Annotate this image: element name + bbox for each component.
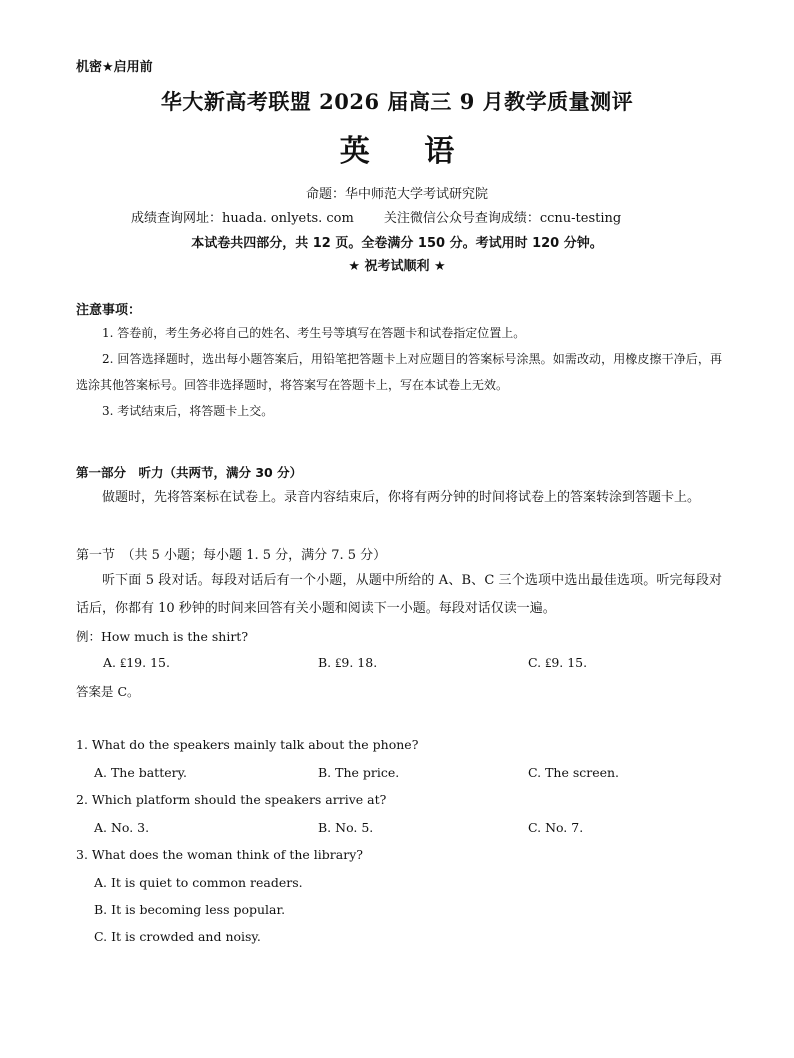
exam-title: 华大新高考联盟 2026 届高三 9 月教学质量测评 bbox=[160, 89, 634, 114]
wechat-account: 关注微信公众号查询成绩：ccnu-testing bbox=[383, 211, 622, 226]
question-1-option-c: C. The screen. bbox=[528, 765, 620, 780]
example-question: 例：How much is the shirt? bbox=[76, 629, 249, 644]
notice-item: 3. 考试结束后，将答题卡上交。 bbox=[102, 404, 274, 418]
exam-info: 本试卷共四部分，共 12 页。全卷满分 150 分。考试用时 120 分钟。 bbox=[191, 236, 603, 251]
subject-title: 英 语 bbox=[339, 134, 477, 169]
notice-item: 1. 答卷前，考生务必将自己的姓名、考生号等填写在答题卡和试卷指定位置上。 bbox=[102, 326, 526, 340]
good-luck: ★ 祝考试顺利 ★ bbox=[348, 259, 446, 274]
example-option-a: A. ₤19. 15. bbox=[103, 655, 170, 670]
part1-instruction: 做题时，先将答案标在试卷上。录音内容结束后，你将有两分钟的时间将试卷上的答案转涂到答题卡上。 bbox=[102, 490, 701, 505]
question-3-option-b: B. It is becoming less popular. bbox=[94, 902, 286, 917]
question-2-stem: 2. Which platform should the speakers arrive at? bbox=[76, 792, 387, 807]
question-3-stem: 3. What does the woman think of the library? bbox=[76, 847, 363, 862]
example-option-c: C. ₤9. 15. bbox=[528, 655, 588, 670]
section1-heading: 第一节 （共 5 小题；每小题 1. 5 分，满分 7. 5 分） bbox=[76, 548, 387, 563]
question-1-option-a: A. The battery. bbox=[94, 765, 187, 780]
score-links bbox=[131, 207, 621, 226]
question-3-option-a: A. It is quiet to common readers. bbox=[94, 875, 303, 890]
example-option-b: B. ₤9. 18. bbox=[318, 655, 378, 670]
section1-instruction: 听下面 5 段对话。每段对话后有一个小题，从题中所给的 A、B、C 三个选项中选出最佳选项。听完每段对话后，你都有 10 秒钟的时间来回答有关小题和阅读下一小题。每段对话仅读一遍。 bbox=[76, 573, 722, 616]
score-site: 成绩查询网址：huada. onlyets. com bbox=[131, 211, 354, 226]
question-2-option-c: C. No. 7. bbox=[528, 820, 584, 835]
confidential-label: 机密★启用前 bbox=[76, 60, 153, 75]
question-1-option-b: B. The price. bbox=[318, 765, 400, 780]
question-2-option-a: A. No. 3. bbox=[94, 820, 150, 835]
author-line: 命题：华中师范大学考试研究院 bbox=[305, 187, 488, 202]
question-3-option-c: C. It is crowded and noisy. bbox=[94, 929, 261, 944]
notice-item: 2. 回答选择题时，选出每小题答案后，用铅笔把答题卡上对应题目的答案标号涂黑。如需改动，用橡皮擦干净后，再选涂其他答案标号。回答非选择题时，将答案写在答题卡上，写在本试卷上无效。 bbox=[76, 352, 722, 392]
question-1-stem: 1. What do the speakers mainly talk about the phone? bbox=[76, 737, 419, 752]
example-answer: 答案是 C。 bbox=[76, 684, 140, 699]
notice-heading: 注意事项： bbox=[76, 303, 142, 318]
notice-list bbox=[76, 320, 722, 424]
question-2-option-b: B. No. 5. bbox=[318, 820, 374, 835]
part1-heading: 第一部分 听力（共两节，满分 30 分） bbox=[76, 465, 303, 480]
